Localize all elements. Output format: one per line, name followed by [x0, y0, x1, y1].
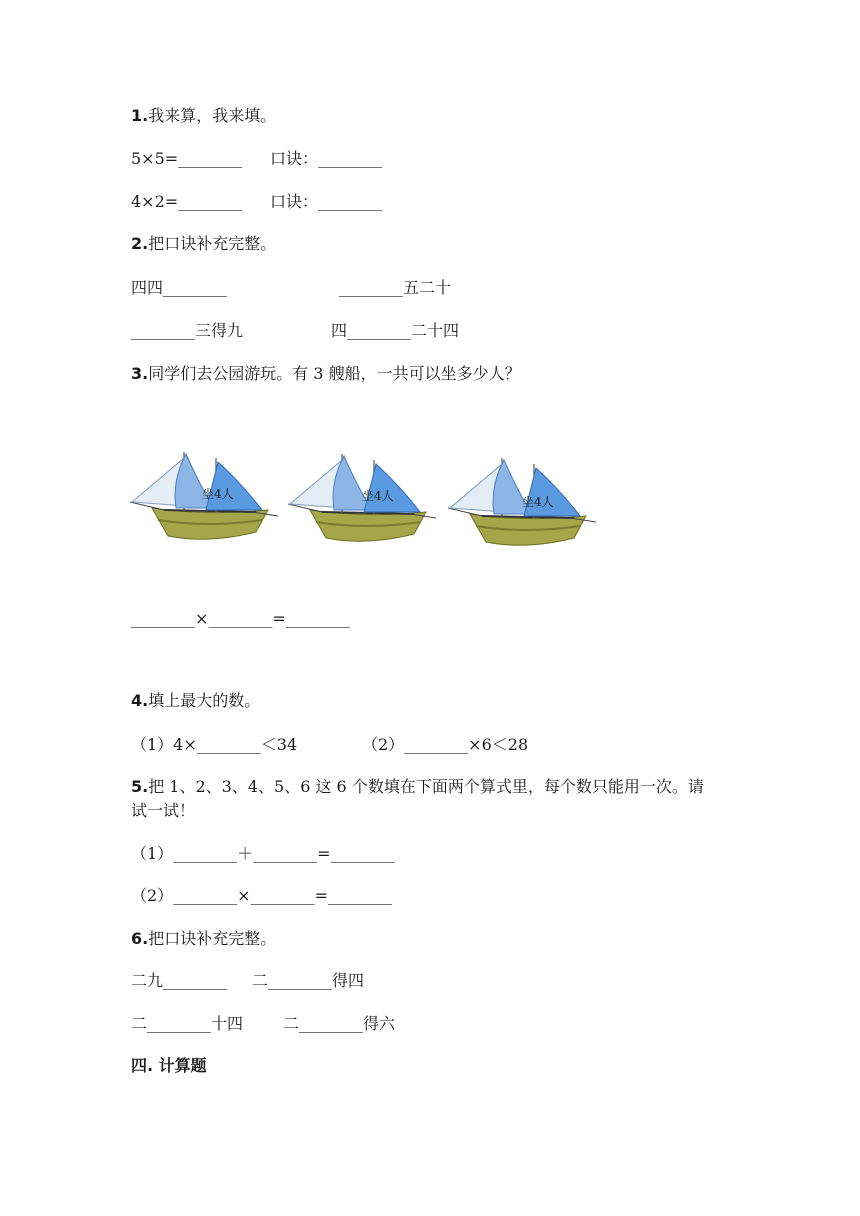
boat-1	[130, 452, 278, 539]
q4-part-1: （1）4×________＜34	[131, 735, 298, 754]
q2-item-a: 四四________	[131, 278, 228, 297]
q6-title: 6.把口诀补充完整。	[131, 929, 277, 948]
q6-item-a: 二九________	[131, 971, 228, 990]
q2-item-d: 四________二十四	[331, 321, 460, 340]
q5-title: 5.把 1、2、3、4、5、6 这 6 个数填在下面两个算式里，每个数只能用一次。请	[131, 777, 704, 796]
q3-equation: ________×________=________	[131, 609, 350, 628]
q1-row2-rhyme: 口诀：________	[270, 192, 383, 211]
q6-item-b: 二________得四	[252, 971, 365, 990]
boat-label-1: 坐4人	[202, 487, 234, 501]
q2-title: 2.把口诀补充完整。	[131, 234, 277, 253]
q1-title: 1.我来算，我来填。	[131, 106, 277, 125]
boat-label-2: 坐4人	[362, 489, 394, 503]
q2-item-b: ________五二十	[339, 278, 452, 297]
boat-2	[288, 454, 436, 541]
q6-item-c: 二________十四	[131, 1014, 244, 1033]
q5-part-1: （1）________＋________=________	[131, 844, 395, 863]
q4-title: 4.填上最大的数。	[131, 691, 261, 710]
q1-row1-rhyme: 口诀：________	[270, 149, 383, 168]
q2-item-c: ________三得九	[131, 321, 244, 340]
q5-part-2: （2）________×________=________	[131, 886, 392, 905]
q6-item-d: 二________得六	[283, 1014, 396, 1033]
boats-illustration	[128, 448, 598, 558]
boat-label-3: 坐4人	[522, 495, 554, 509]
q3-title: 3.同学们去公园游玩。有 3 艘船，一共可以坐多少人？	[131, 364, 521, 383]
q1-row2-equation: 4×2=________	[131, 192, 243, 211]
q1-row1-equation: 5×5=________	[131, 149, 243, 168]
q4-part-2: （2）________×6＜28	[362, 735, 529, 754]
section-title: 四. 计算题	[131, 1056, 207, 1075]
boat-3	[448, 458, 596, 545]
q5-title-line2: 试一试！	[131, 801, 196, 820]
